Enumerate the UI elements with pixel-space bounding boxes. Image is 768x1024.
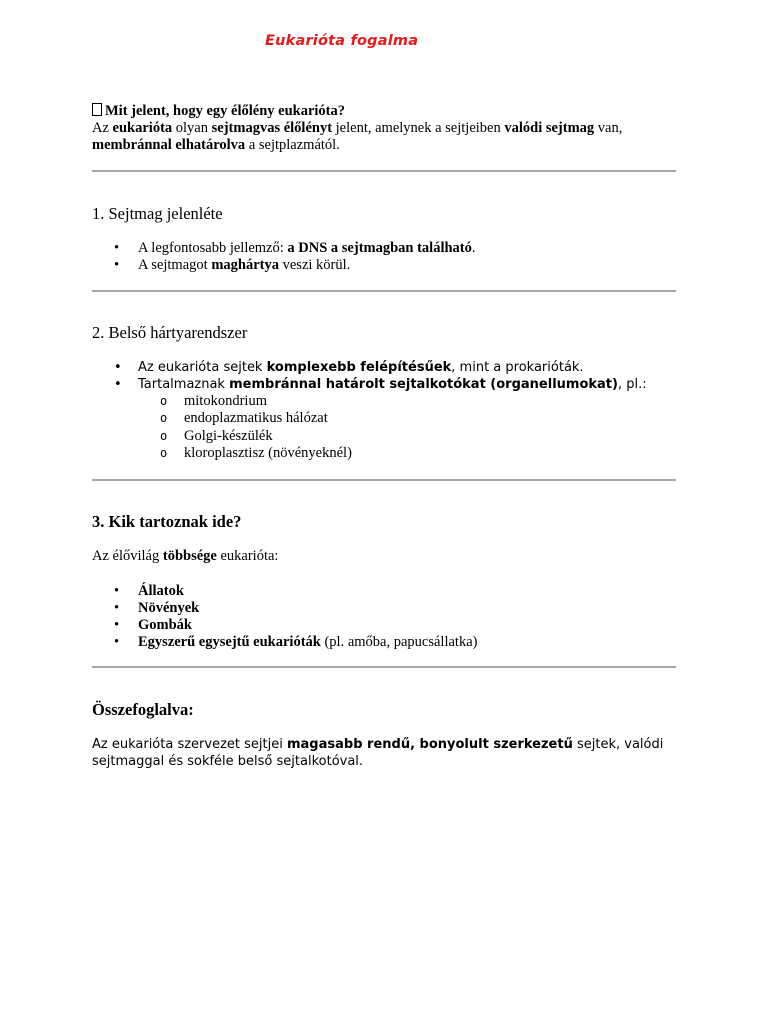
intro-line-2: membránnal elhatárolva a sejtplazmától. xyxy=(92,137,340,153)
list-item: • Növények xyxy=(114,600,200,616)
divider xyxy=(92,170,676,172)
list-item: • Állatok xyxy=(114,583,184,599)
intro-line-1: Az eukarióta olyan sejtmagvas élőlényt jelent, amelynek a sejtjeiben valódi sejtmag van, xyxy=(92,120,623,136)
summary-paragraph xyxy=(92,736,682,770)
list-item: • A sejtmagot maghártya veszi körül. xyxy=(114,257,351,273)
intro-question: Mit jelent, hogy egy élőlény eukarióta? xyxy=(92,103,682,120)
sub-list-item: o endoplazmatikus hálózat xyxy=(160,410,328,427)
section2-heading: 2. Belső hártyarendszer xyxy=(92,323,248,342)
sub-list-item: o Golgi-készülék xyxy=(160,427,273,444)
sub-list-item: o kloroplasztisz (növényeknél) xyxy=(160,444,352,461)
list-item: • A legfontosabb jellemző: a DNS a sejtmagban található. xyxy=(114,240,476,256)
summary-line-1: Az eukarióta szervezet sejtjei magasabb rendű, bonyolult szerkezetű sejtek, valódi xyxy=(92,737,664,752)
list-item: • Tartalmaznak membránnal határolt sejtalkotókat (organellumokat), pl.: o mitokondrium o endoplazmatikus hálózat o Golgi-készülék o kloroplasztisz (növényeknél) xyxy=(114,377,647,461)
section2-list xyxy=(92,359,647,462)
section3-list xyxy=(92,583,477,651)
list-item: • Gombák xyxy=(114,617,192,633)
sub-list-item: o mitokondrium xyxy=(160,393,267,409)
divider xyxy=(92,290,676,292)
section1-list xyxy=(92,240,476,274)
list-item: • Egyszerű egysejtű eukarióták (pl. amőba, papucsállatka) xyxy=(114,634,478,650)
section3-intro: Az élővilág többsége eukarióta: xyxy=(92,548,279,564)
divider xyxy=(92,479,676,481)
checkbox-glyph-icon xyxy=(92,103,102,116)
organelle-list xyxy=(138,393,647,462)
section1-heading: 1. Sejtmag jelenléte xyxy=(92,204,223,223)
divider xyxy=(92,666,676,668)
section3-heading: 3. Kik tartoznak ide? xyxy=(92,512,242,531)
summary-heading: Összefoglalva: xyxy=(92,700,194,719)
intro-paragraph xyxy=(92,103,682,154)
summary-line-2: sejtmaggal és sokféle belső sejtalkotóval. xyxy=(92,754,364,769)
document-title: Eukarióta fogalma xyxy=(265,33,419,49)
list-item: • Az eukarióta sejtek komplexebb felépítésűek, mint a prokarióták. xyxy=(114,360,584,375)
